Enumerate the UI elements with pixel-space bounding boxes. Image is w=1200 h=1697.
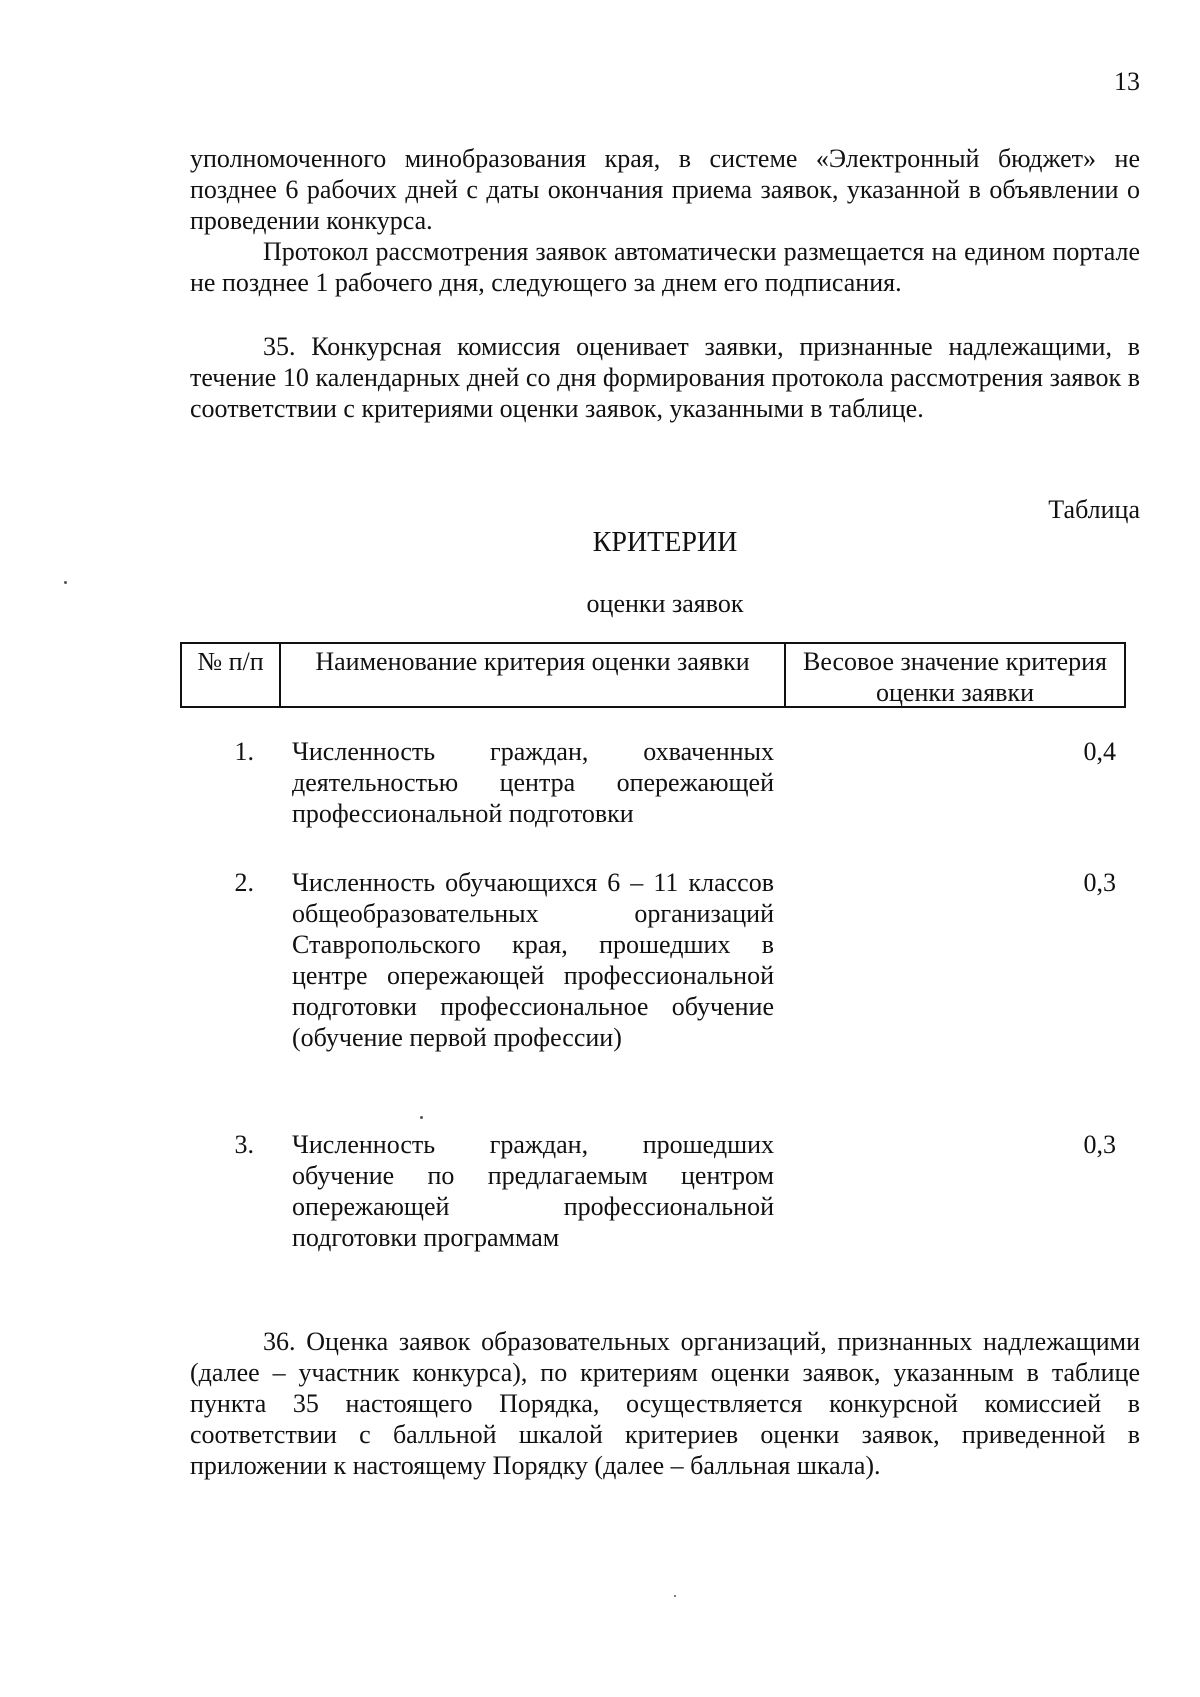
paragraph-35: 35. Конкурсная комиссия оценивает заявки, признанные надлежащими, в течение 10 календарных дней со дня формирования протокола рассмотрения заявок в соответствии с критериями оценки заявок, указанными в таблице. bbox=[190, 332, 1140, 423]
header-weight: Весовое значение критерия оценки заявки bbox=[802, 647, 1107, 707]
row-weight: 0,3 bbox=[1083, 1130, 1116, 1159]
criteria-title: КРИТЕРИИ bbox=[592, 527, 738, 558]
criteria-table-header bbox=[180, 642, 1126, 708]
paragraph-continuation: уполномоченного минобразования края, в системе «Электронный бюджет» не позднее 6 рабочих дней с даты окончания приема заявок, указанной в объявлении о проведении конкурса. bbox=[190, 144, 1140, 235]
row-number: 3. bbox=[234, 1130, 254, 1159]
criteria-subtitle: оценки заявок bbox=[586, 589, 744, 618]
row-criterion-name: Численность граждан, прошедших обучение по предлагаемым центром опережающей профессиональной подготовки программам bbox=[292, 1130, 774, 1252]
row-weight: 0,3 bbox=[1083, 868, 1116, 897]
table-label: Таблица bbox=[1048, 495, 1140, 524]
scan-speck bbox=[64, 581, 67, 584]
paragraph-36-block bbox=[190, 1326, 1140, 1481]
page-number: 13 bbox=[1114, 67, 1140, 96]
paragraph-continuation-block bbox=[190, 143, 1140, 298]
row-criterion-name: Численность обучающихся 6 – 11 классов общеобразовательных организаций Ставропольского края, прошедших в центре опережающей профессиональной подготовки профессиональное обучение (обучение первой профессии) bbox=[292, 868, 774, 1052]
scan-speck bbox=[420, 1116, 423, 1119]
row-criterion-name: Численность граждан, охваченных деятельностью центра опережающей профессиональной подготовки bbox=[292, 737, 774, 828]
paragraph-35-block bbox=[190, 331, 1140, 424]
row-number: 1. bbox=[234, 737, 254, 766]
header-criterion-name: Наименование критерия оценки заявки bbox=[281, 644, 786, 706]
header-number: № п/п bbox=[182, 644, 281, 706]
paragraph-protocol: Протокол рассмотрения заявок автоматически размещается на едином портале не позднее 1 рабочего дня, следующего за днем его подписания. bbox=[190, 237, 1140, 297]
paragraph-36: 36. Оценка заявок образовательных организаций, признанных надлежащими (далее – участник конкурса), по критериям оценки заявок, указанным в таблице пункта 35 настоящего Порядка, осуществляется конкурсной комиссией в соответствии с балльной шкалой критериев оценки заявок, приведенной в приложении к настоящему Порядку (далее – балльная шкала). bbox=[190, 1327, 1140, 1480]
row-number: 2. bbox=[234, 868, 254, 897]
scan-speck bbox=[674, 1595, 676, 1597]
row-weight: 0,4 bbox=[1083, 737, 1116, 766]
